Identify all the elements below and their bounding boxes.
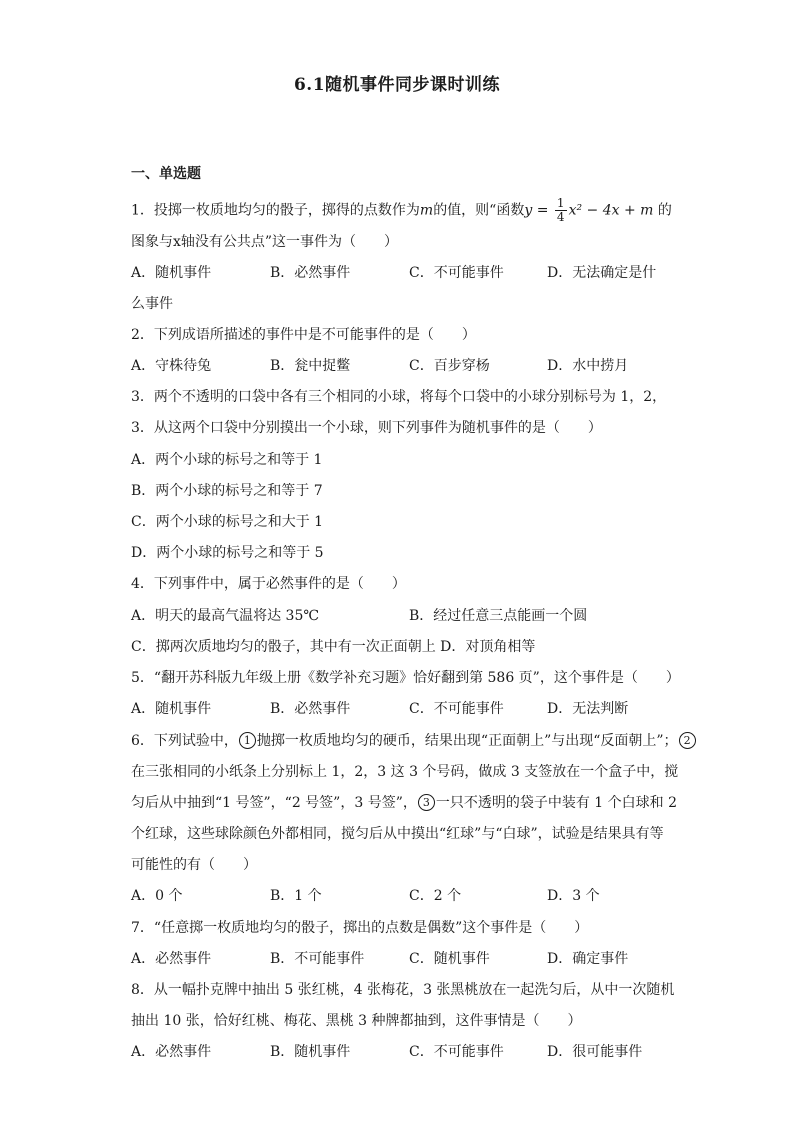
q3-stem-line2: 3．从这两个口袋中分别摸出一个小球，则下列事件为随机事件的是（ ） [131, 420, 602, 436]
q7-option-a: A．必然事件 [131, 951, 212, 967]
q3-option-b: B．两个小球的标号之和等于 7 [131, 483, 323, 499]
q6-stem-line2: 在三张相同的小纸条上分别标上 1，2，3 这 3 个号码，做成 3 支签放在一个盒子中，搅 [131, 764, 679, 780]
page-title: 6.1随机事件同步课时训练 [293, 75, 501, 95]
circled-number-1: 1 [239, 732, 256, 749]
q3-option-c: C．两个小球的标号之和大于 1 [131, 514, 324, 530]
q7-option-c: C．随机事件 [409, 951, 490, 967]
q2-option-a: A．守株待兔 [131, 358, 212, 374]
q4-stem: 4．下列事件中，属于必然事件的是（ ） [131, 576, 406, 592]
q1-option-d: D．无法确定是什 [547, 265, 657, 281]
q6-stem-line3: 匀后从中抽到“1 号签”，“2 号签”，3 号签”， 3 一只不透明的袋子中装有 1 个白球和 2 [131, 795, 678, 811]
q1-option-c: C．不可能事件 [409, 265, 504, 281]
q6-option-d: D．3 个 [547, 888, 600, 904]
q7-stem: 7．“任意掷一枚质地均匀的骰子，掷出的点数是偶数”这个事件是（ ） [131, 920, 589, 936]
q1-stem: 1．投掷一枚质地均匀的骰子，掷得的点数作为m的值，则“函数y = $\frac{1}{4}$ x² − 4x + m 的 [131, 196, 672, 224]
section-heading: 一、单选题 [131, 166, 201, 182]
q4-option-b: B．经过任意三点能画一个圆 [409, 608, 588, 624]
q8-option-a: A．必然事件 [131, 1044, 212, 1060]
q5-option-b: B．必然事件 [270, 701, 351, 717]
q8-option-b: B．随机事件 [270, 1044, 351, 1060]
q8-option-c: C．不可能事件 [409, 1044, 504, 1060]
q5-stem: 5．“翻开苏科版九年级上册《数学补充习题》恰好翻到第 586 页”，这个事件是（ ） [131, 670, 680, 686]
q5-option-c: C．不可能事件 [409, 701, 504, 717]
q1-option-a: A．随机事件 [131, 265, 212, 281]
circled-number-3: 3 [418, 794, 435, 811]
q6-stem: 6．下列试验中， 1 抛掷一枚质地均匀的硬币，结果出现“正面朝上”与出现“反面朝上”； 2 [131, 731, 697, 751]
q3-option-d: D．两个小球的标号之和等于 5 [131, 545, 324, 561]
q7-option-b: B．不可能事件 [270, 951, 365, 967]
q8-option-d: D．很可能事件 [547, 1044, 643, 1060]
q6-stem-line4: 个红球，这些球除颜色外都相同，搅匀后从中摸出“红球”与“白球”，试验是结果具有等 [131, 826, 664, 842]
q1-option-d-wrap: 么事件 [131, 296, 173, 312]
q6-option-c: C．2 个 [409, 888, 462, 904]
q6-option-a: A．0 个 [131, 888, 183, 904]
circled-number-2: 2 [679, 732, 696, 749]
q4-option-a: A．明天的最高气温将达 35℃ [131, 608, 320, 624]
fraction: $\frac{1}{4}$ [556, 196, 565, 224]
q1-option-b: B．必然事件 [270, 265, 351, 281]
q2-option-b: B．瓮中捉鳖 [270, 358, 351, 374]
q3-option-a: A．两个小球的标号之和等于 1 [131, 452, 323, 468]
q7-option-d: D．确定事件 [547, 951, 629, 967]
q2-stem: 2．下列成语所描述的事件中是不可能事件的是（ ） [131, 327, 476, 343]
q6-option-b: B．1 个 [270, 888, 322, 904]
q8-stem: 8．从一幅扑克牌中抽出 5 张红桃，4 张梅花，3 张黑桃放在一起洗匀后，从中一次随机 [131, 982, 675, 998]
q2-option-d: D．水中捞月 [547, 358, 629, 374]
q2-option-c: C．百步穿杨 [409, 358, 490, 374]
q1-stem-line2: 图象与x轴没有公共点”这一事件为（ ） [131, 234, 399, 250]
q8-stem-line2: 抽出 10 张，恰好红桃、梅花、黑桃 3 种牌都抽到，这件事情是（ ） [131, 1013, 582, 1029]
q3-stem: 3．两个不透明的口袋中各有三个相同的小球，将每个口袋中的小球分别标号为 1，2， [131, 389, 667, 405]
q6-stem-line5: 可能性的有（ ） [131, 857, 257, 873]
q4-option-cd: C．掷两次质地均匀的骰子，其中有一次正面朝上 D．对顶角相等 [131, 639, 536, 655]
q5-option-a: A．随机事件 [131, 701, 212, 717]
q5-option-d: D．无法判断 [547, 701, 629, 717]
